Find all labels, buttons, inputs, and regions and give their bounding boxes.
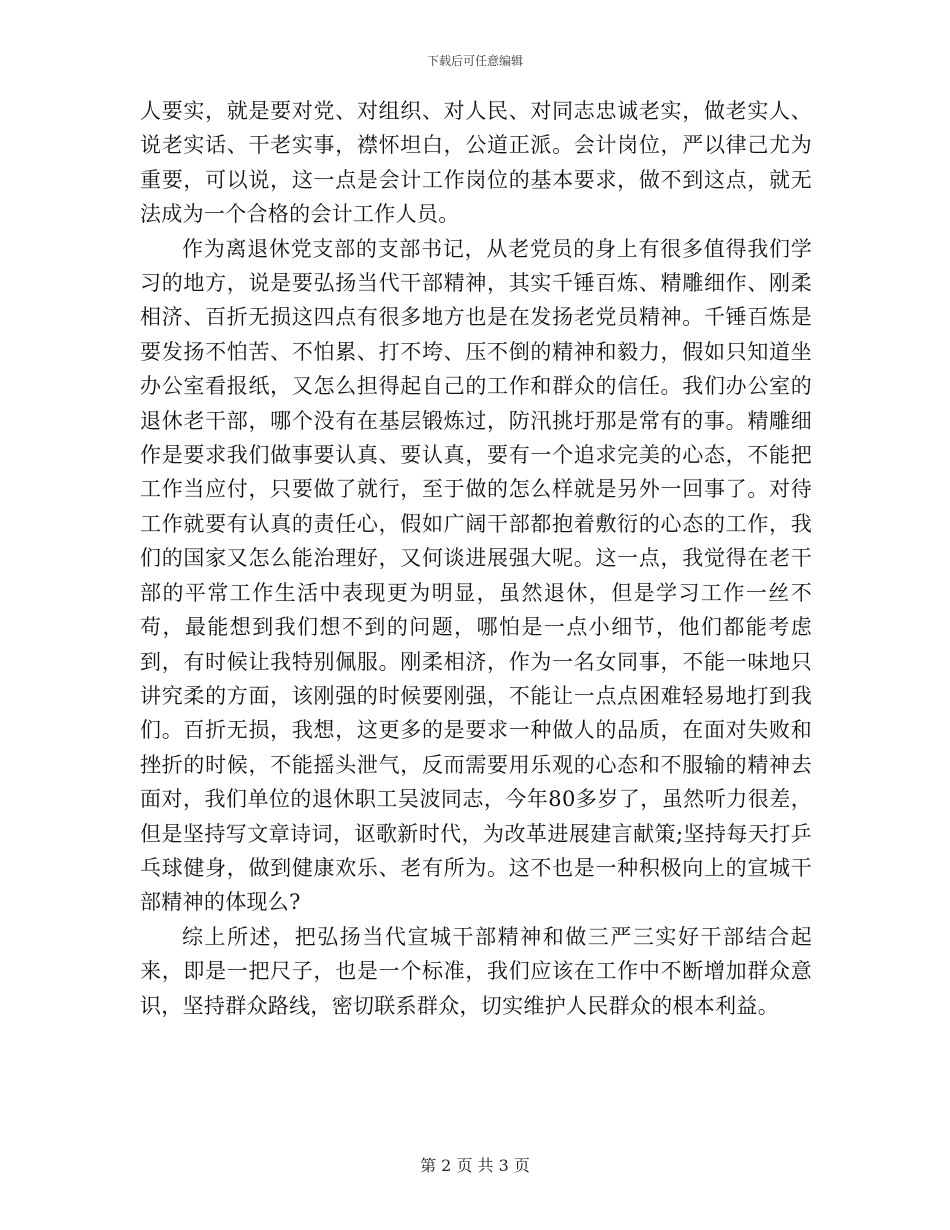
paragraph-3: 综上所述，把弘扬当代宣城干部精神和做三严三实好干部结合起来，即是一把尺子，也是一个标准，我们应该在工作中不断增加群众意识，坚持群众路线，密切联系群众，切实维护人民群众的根本利益。 [140, 924, 812, 1018]
paragraph-1: 人要实，就是要对党、对组织、对人民、对同志忠诚老实，做老实人、说老实话、干老实事，襟怀坦白，公道正派。会计岗位，严以律己尤为重要，可以说，这一点是会计工作岗位的基本要求，做不到这点，就无法成为一个合格的会计工作人员。 [140, 99, 812, 227]
document-body [140, 94, 812, 1023]
page-header: 下载后可任意编辑 [426, 54, 523, 68]
paragraph-2: 作为离退休党支部的支部书记，从老党员的身上有很多值得我们学习的地方，说是要弘扬当代干部精神，其实千锤百炼、精雕细作、刚柔相济、百折无损这四点有很多地方也是在发扬老党员精神。千锤百炼是要发扬不怕苦、不怕累、打不垮、压不倒的精神和毅力，假如只知道坐办公室看报纸，又怎么担得起自己的工作和群众的信任。我们办公室的退休老干部，哪个没有在基层锻炼过，防汛挑圩那是常有的事。精雕细作是要求我们做事要认真、要认真，要有一个追求完美的心态，不能把工作当应付，只要做了就行，至于做的怎么样就是另外一回事了。对待工作就要有认真的责任心，假如广阔干部都抱着敷衍的心态的工作，我们的国家又怎么能治理好，又何谈进展强大呢。这一点，我觉得在老干部的平常工作生活中表现更为明显，虽然退休，但是学习工作一丝不苟，最能想到我们想不到的问题，哪怕是一点小细节，他们都能考虑到，有时候让我特别佩服。刚柔相济，作为一名女同事，不能一味地只讲究柔的方面，该刚强的时候要刚强，不能让一点点困难轻易地打到我们。百折无损，我想，这更多的是要求一种做人的品质，在面对失败和挫折的时候，不能摇头泄气，反而需要用乐观的心态和不服输的精神去面对，我们单位的退休职工吴波同志，今年80多岁了，虽然听力很差，但是坚持写文章诗词，讴歌新时代，为改革进展建言献策;坚持每天打乒乓球健身，做到健康欢乐、老有所为。这不也是一种积极向上的宣城干部精神的体现么? [140, 236, 812, 915]
page-number-footer: 第 2 页 共 3 页 [420, 1156, 530, 1175]
